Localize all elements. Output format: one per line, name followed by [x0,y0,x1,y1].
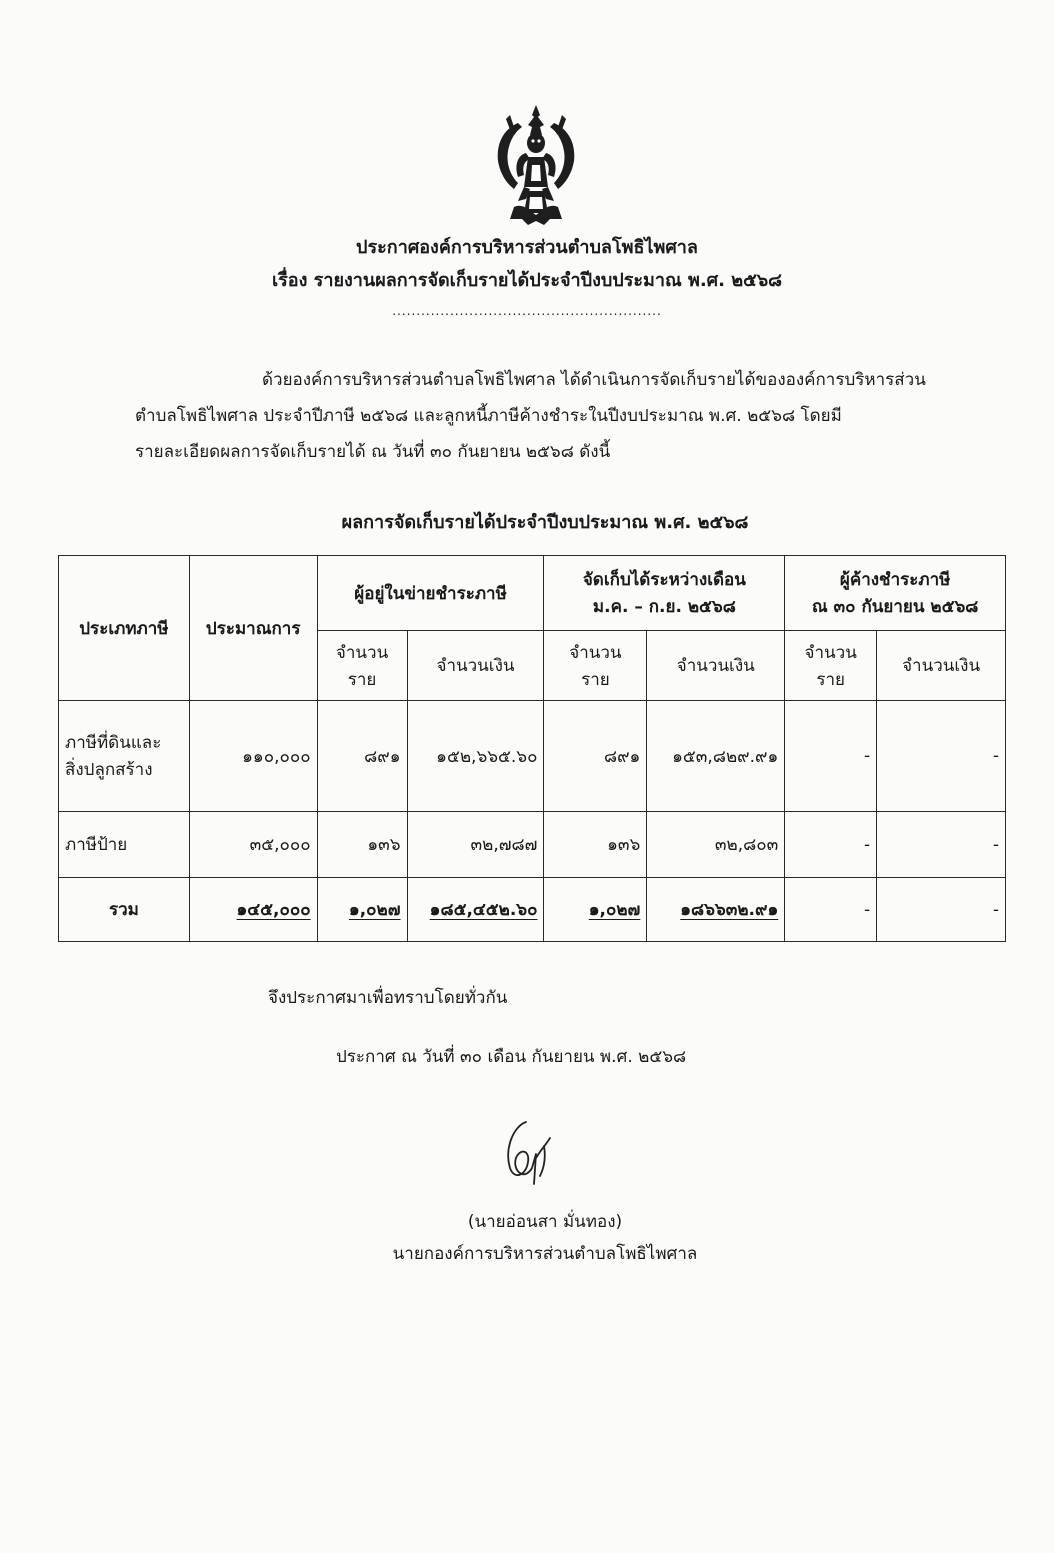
table-title: ผลการจัดเก็บรายได้ประจำปีงบประมาณ พ.ศ. ๒๕๖๘ [341,512,749,533]
row-tax-type-line1: ภาษีที่ดินและ [65,733,162,753]
row-amount-taxpayers: ๑๕๒,๖๖๕.๖๐ [407,701,544,812]
header-taxpayers: ผู้อยู่ในข่ายชำระภาษี [317,556,544,631]
header-collected-line1: จัดเก็บได้ระหว่างเดือน [582,570,746,590]
row-amount-outstanding: - [877,812,1006,878]
header-count-line1: จำนวน [569,642,622,663]
row-amount-collected: ๓๒,๘๐๓ [647,812,785,878]
header-amount: จำนวนเงิน [877,631,1006,701]
dotted-separator: ........................................................ [392,304,662,318]
revenue-table [58,555,1006,942]
table-row [59,812,1006,878]
header-count-line1: จำนวน [804,642,857,663]
total-row [59,878,1006,942]
row-count-taxpayers: ๑๓๖ [317,812,407,878]
body-line-3: รายละเอียดผลการจัดเก็บรายได้ ณ วันที่ ๓๐ กันยายน ๒๕๖๘ ดังนี้ [135,442,611,462]
row-estimate: ๑๑๐,๐๐๐ [189,701,317,812]
total-amount-collected: ๑๘๖๖๓๒.๙๑ [647,878,785,942]
header-count-line2: ราย [816,669,846,690]
announcement-title: ประกาศองค์การบริหารส่วนตำบลโพธิไพศาล [356,237,698,258]
total-estimate: ๑๔๕,๐๐๐ [189,878,317,942]
header-estimate: ประมาณการ [189,556,317,701]
header-count-line1: จำนวน [335,642,389,663]
row-count-outstanding: - [785,701,877,812]
row-count-collected: ๘๙๑ [544,701,647,812]
row-tax-type [59,701,190,812]
header-count-line2: ราย [581,669,610,690]
garuda-emblem-icon [488,103,584,227]
signatory-name: (นายอ่อนสา มั่นทอง) [467,1212,623,1232]
header-count [544,631,647,701]
header-collected-line2: ม.ค. – ก.ย. ๒๕๖๘ [592,597,736,617]
header-tax-type: ประเภทภาษี [59,556,190,701]
total-label: รวม [59,878,190,942]
total-count-taxpayers: ๑,๐๒๗ [317,878,407,942]
header-amount: จำนวนเงิน [407,631,544,701]
announcement-subject: เรื่อง รายงานผลการจัดเก็บรายได้ประจำปีงบประมาณ พ.ศ. ๒๕๖๘ [271,270,783,291]
signatory-position: นายกองค์การบริหารส่วนตำบลโพธิไพศาล [392,1244,698,1264]
row-amount-taxpayers: ๓๒,๗๘๗ [407,812,544,878]
header-count-line2: ราย [347,669,377,690]
header-count [785,631,877,701]
header-count [317,631,407,701]
row-count-collected: ๑๓๖ [544,812,647,878]
row-count-outstanding: - [785,812,877,878]
total-amount-taxpayers: ๑๘๕,๔๕๒.๖๐ [407,878,544,942]
body-paragraph [135,362,950,470]
announcement-date: ประกาศ ณ วันที่ ๓๐ เดือน กันยายน พ.ศ. ๒๕๖๘ [336,1047,687,1067]
row-amount-collected: ๑๕๓,๘๒๙.๙๑ [647,701,785,812]
row-tax-type-line2: สิ่งปลูกสร้าง [65,760,153,780]
row-estimate: ๓๕,๐๐๐ [189,812,317,878]
closing-statement: จึงประกาศมาเพื่อทราบโดยทั่วกัน [268,988,508,1008]
total-count-outstanding: - [785,878,877,942]
header-outstanding [785,556,1006,631]
total-count-collected: ๑,๐๒๗ [544,878,647,942]
header-outstanding-line1: ผู้ค้างชำระภาษี [839,570,951,590]
body-line-2: ตำบลโพธิไพศาล ประจำปีภาษี ๒๕๖๘ และลูกหนี้ภาษีค้างชำระในปีงบประมาณ พ.ศ. ๒๕๖๘ โดยมี [135,406,842,426]
header-outstanding-line2: ณ ๓๐ กันยายน ๒๕๖๘ [811,597,979,617]
total-amount-outstanding: - [877,878,1006,942]
handwritten-signature [496,1118,556,1190]
header-collected [544,556,785,631]
row-count-taxpayers: ๘๙๑ [317,701,407,812]
row-amount-outstanding: - [877,701,1006,812]
table-row [59,701,1006,812]
body-line-1: ด้วยองค์การบริหารส่วนตำบลโพธิไพศาล ได้ดำเนินการจัดเก็บรายได้ขององค์การบริหารส่วน [262,370,926,390]
header-amount: จำนวนเงิน [647,631,785,701]
row-tax-type: ภาษีป้าย [59,812,190,878]
